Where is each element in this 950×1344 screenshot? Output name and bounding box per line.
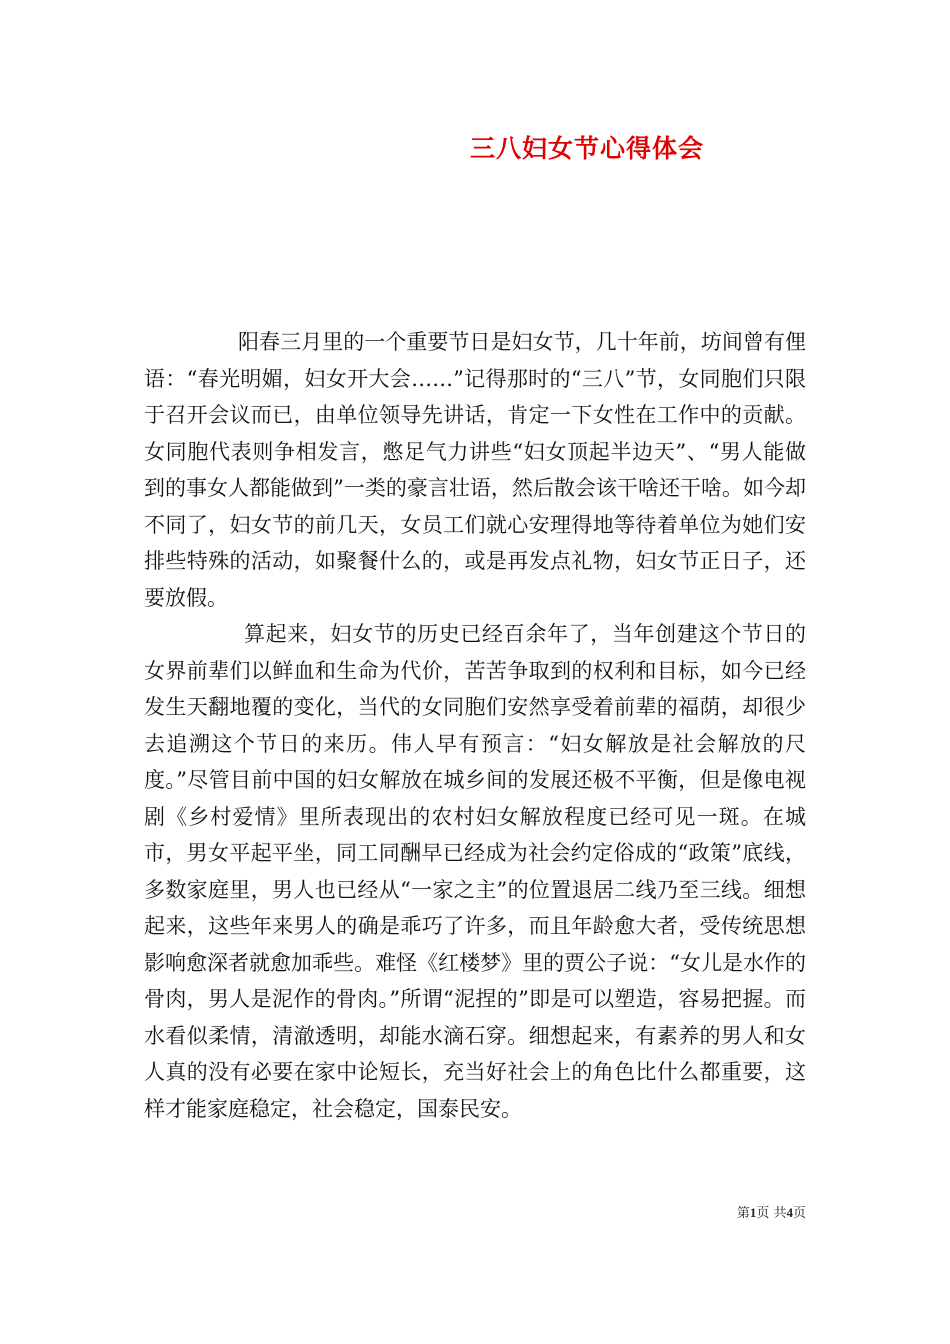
document-title: 三八妇女节心得体会 (470, 134, 705, 163)
footer-suffix: 页 (792, 1206, 806, 1221)
document-body (144, 324, 806, 1127)
footer-prefix: 第 (736, 1206, 750, 1221)
page-number-footer (737, 1204, 806, 1223)
footer-middle: 页 共 (756, 1206, 787, 1221)
current-page-number: 1 (749, 1205, 757, 1220)
total-page-count: 4 (786, 1205, 793, 1220)
paragraph: 算起来，妇女节的历史已经百余年了，当年创建这个节日的女界前辈们以鲜血和生命为代价，苦苦争取到的权利和目标，如今已经发生天翻地覆的变化，当代的女同胞们安然享受着前辈的福荫，却很少去追溯这个节日的来历。伟人早有预言：“妇女解放是社会解放的尺度。”尽管目前中国的妇女解放在城乡间的发展还极不平衡，但是像电视剧《乡村爱情》里所表现出的农村妇女解放程度已经可见一斑。在城市，男女平起平坐，同工同酬早已经成为社会约定俗成的“政策”底线，多数家庭里，男人也已经从“一家之主”的位置退居二线乃至三线。细想起来，这些年来男人的确是乖巧了许多，而且年龄愈大者，受传统思想影响愈深者就愈加乖些。难怪《红楼梦》里的贾公子说：“女儿是水作的骨肉，男人是泥作的骨肉。”所谓“泥捏的”即是可以塑造，容易把握。而水看似柔情，清澈透明，却能水滴石穿。细想起来，有素养的男人和女人真的没有必要在家中论短长，充当好社会上的角色比什么都重要，这样才能家庭稳定，社会稳定，国泰民安。 (144, 622, 806, 1121)
paragraph: 阳春三月里的一个重要节日是妇女节，几十年前，坊间曾有俚语：“春光明媚，妇女开大会……”记得那时的“三八”节，女同胞们只限于召开会议而已，由单位领导先讲话，肯定一下女性在工作中的贡献。女同胞代表则争相发言，憋足气力讲些“妇女顶起半边天”、“男人能做到的事女人都能做到”一类的豪言壮语，然后散会该干啥还干啥。如今却不同了，妇女节的前几天，女员工们就心安理得地等待着单位为她们安排些特殊的活动，如聚餐什么的，或是再发点礼物，妇女节正日子，还要放假。 (144, 330, 806, 610)
